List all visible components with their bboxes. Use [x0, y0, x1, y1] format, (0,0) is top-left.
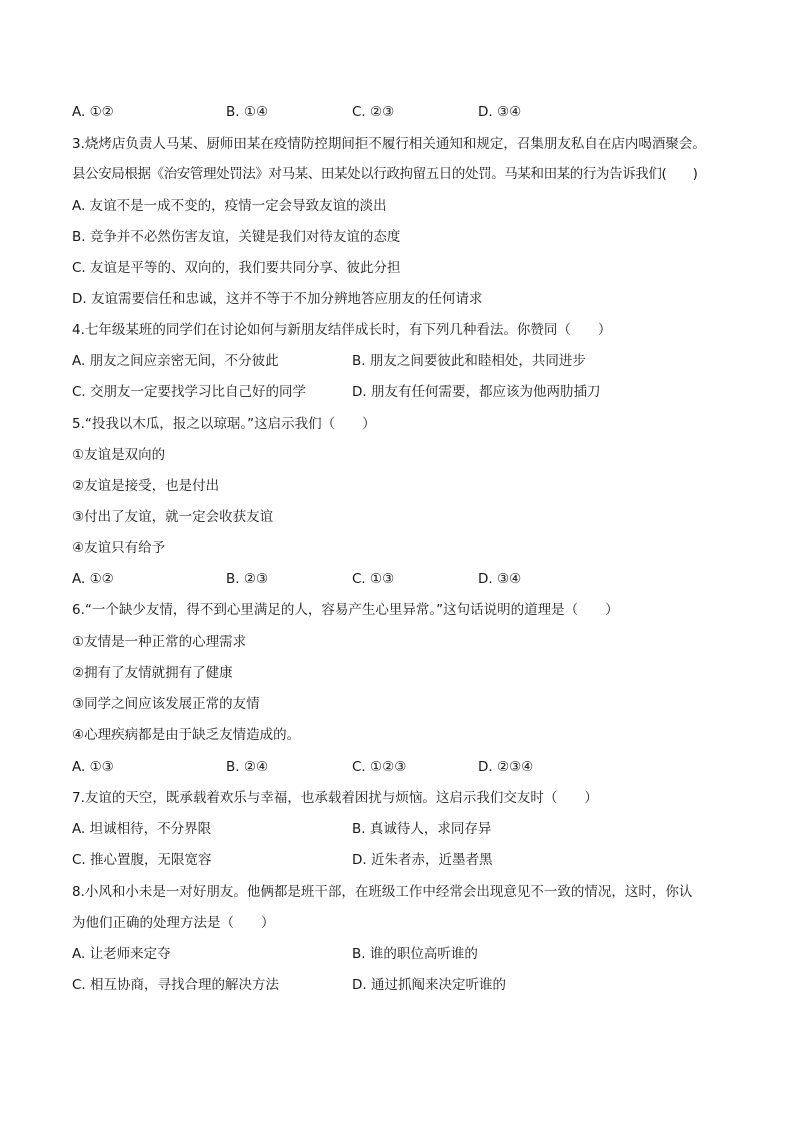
q2-option-d: D. ③④ — [478, 104, 522, 120]
q7-option-c: C. 推心置腹，无限宽容 — [72, 852, 212, 868]
q3-stem-line1: 3.烧烤店负责人马某、厨师田某在疫情防控期间拒不履行相关通知和规定，召集朋友私自在店内喝酒聚会。 — [72, 136, 706, 152]
q2-option-b: B. ①④ — [226, 104, 269, 120]
q3-option-b: B. 竞争并不必然伤害友谊，关键是我们对待友谊的态度 — [72, 229, 401, 245]
q3-stem-line2: 县公安局根据《治安管理处罚法》对马某、田某处以行政拘留五日的处罚。马某和田某的行为告诉我们( ) — [72, 166, 698, 182]
q5-item-4: ④友谊只有给予 — [72, 540, 166, 556]
q7-option-b: B. 真诚待人，求同存异 — [352, 821, 492, 837]
q4-stem: 4.七年级某班的同学们在讨论如何与新朋友结伴成长时，有下列几种看法。你赞同（ ） — [72, 322, 612, 338]
q6-option-b: B. ②④ — [226, 759, 269, 775]
q6-stem: 6.“一个缺少友情，得不到心里满足的人，容易产生心里异常。”这句话说明的道理是（ ） — [72, 602, 619, 618]
q7-option-a: A. 坦诚相待，不分界限 — [72, 821, 212, 837]
q5-option-a: A. ①② — [72, 571, 114, 587]
q8-option-c: C. 相互协商，寻找合理的解决方法 — [72, 977, 280, 993]
q6-option-a: A. ①③ — [72, 759, 114, 775]
q5-option-c: C. ①③ — [352, 571, 395, 587]
q4-option-b: B. 朋友之间要彼此和睦相处，共同进步 — [352, 353, 586, 369]
q6-item-4: ④心理疾病都是由于缺乏友情造成的。 — [72, 727, 301, 743]
q8-option-b: B. 谁的职位高听谁的 — [352, 946, 478, 962]
q8-stem-line2: 为他们正确的处理方法是（ ） — [72, 915, 275, 931]
q5-item-1: ①友谊是双向的 — [72, 447, 166, 463]
q3-option-a: A. 友谊不是一成不变的，疫情一定会导致友谊的淡出 — [72, 198, 387, 214]
q7-option-d: D. 近朱者赤，近墨者黑 — [352, 852, 493, 868]
q8-stem-line1: 8.小风和小未是一对好朋友。他俩都是班干部，在班级工作中经常会出现意见不一致的情况，这时，你认 — [72, 884, 693, 900]
q5-option-d: D. ③④ — [478, 571, 522, 587]
q5-stem: 5.“投我以木瓜，报之以琼琚。”这启示我们（ ） — [72, 416, 376, 432]
q8-option-d: D. 通过抓阄来决定听谁的 — [352, 977, 506, 993]
q6-item-2: ②拥有了友情就拥有了健康 — [72, 665, 233, 681]
q5-item-3: ③付出了友谊，就一定会收获友谊 — [72, 509, 274, 525]
q5-option-b: B. ②③ — [226, 571, 269, 587]
q4-option-a: A. 朋友之间应亲密无间，不分彼此 — [72, 353, 279, 369]
q6-item-3: ③同学之间应该发展正常的友情 — [72, 696, 260, 712]
q4-option-c: C. 交朋友一定要找学习比自己好的同学 — [72, 384, 307, 400]
q3-option-d: D. 友谊需要信任和忠诚，这并不等于不加分辨地答应朋友的任何请求 — [72, 291, 483, 307]
q7-stem: 7.友谊的天空，既承载着欢乐与幸福，也承载着困扰与烦恼。这启示我们交友时（ ） — [72, 790, 598, 806]
q8-option-a: A. 让老师来定夺 — [72, 946, 171, 962]
q4-option-d: D. 朋友有任何需要，都应该为他两肋插刀 — [352, 384, 601, 400]
q5-item-2: ②友谊是接受，也是付出 — [72, 478, 220, 494]
q6-item-1: ①友情是一种正常的心理需求 — [72, 634, 247, 650]
q6-option-c: C. ①②③ — [352, 759, 407, 775]
q3-option-c: C. 友谊是平等的、双向的，我们要共同分享、彼此分担 — [72, 260, 401, 276]
q2-option-c: C. ②③ — [352, 104, 395, 120]
q2-option-a: A. ①② — [72, 104, 114, 120]
q6-option-d: D. ②③④ — [478, 759, 534, 775]
